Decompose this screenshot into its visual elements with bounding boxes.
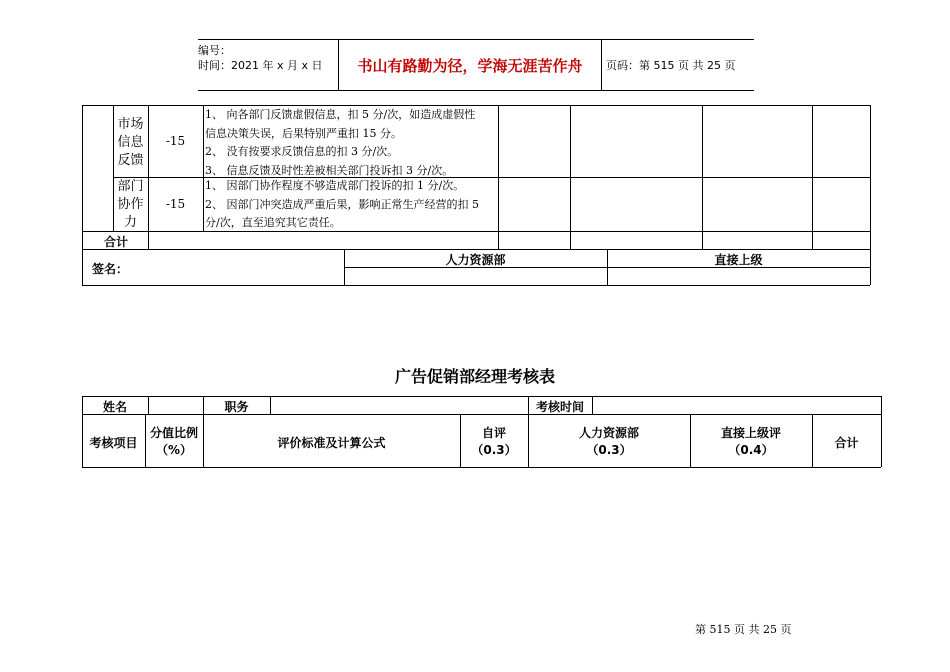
header-time-label: 时间：2021 年 x 月 x 日 [198,59,323,72]
col-superior: 直接上级评 （0.4） [720,426,781,457]
item-score: -15 [165,134,186,148]
superior-label: 直接上级 [714,253,763,267]
col-item: 考核项目 [89,436,138,450]
col-hr: 人力资源部 （0.3） [578,426,639,457]
col-self: 自评 （0.3） [471,426,517,457]
item-criteria: 1、 因部门协作程度不够造成部门投诉的扣 1 分/次。 2、 因部门冲突造成严重后果，影响正常生产经营的扣 5 分/次，直至追究其它责任。 [205,179,479,229]
col-total: 合计 [834,436,859,450]
period-label: 考核时间 [535,400,584,414]
col-criteria: 评价标准及计算公式 [277,436,386,450]
name-label: 姓名 [102,400,127,414]
item-name: 市场 信息 反馈 [117,117,144,168]
position-label: 职务 [224,400,249,414]
page-footer: 第 515 页 共 25 页 [695,623,792,636]
page-header [198,39,754,91]
col-ratio: 分值比例 （%） [149,426,198,457]
item-score: -15 [165,197,186,211]
header-meta [198,40,338,90]
section-title: 广告促销部经理考核表 [394,367,555,386]
total-label: 合计 [104,235,129,249]
hr-label: 人力资源部 [445,253,506,267]
header-motto: 书山有路勤为径，学海无涯苦作舟 [338,40,602,90]
header-page-label: 页码：第 515 页 共 25 页 [606,59,736,72]
item-criteria: 1、 向各部门反馈虚假信息，扣 5 分/次，如造成虚假性 信息决策失误，后果特别严重扣 15 分。 2、 没有按要求反馈信息的扣 3 分/次。 3、 信息反馈及时性差被相关部门投诉扣 3 分/次。 [205,108,476,177]
sign-label: 签名： [92,262,129,276]
header-number-label: 编号： [198,44,231,57]
item-name: 部门 协作 力 [117,179,144,230]
